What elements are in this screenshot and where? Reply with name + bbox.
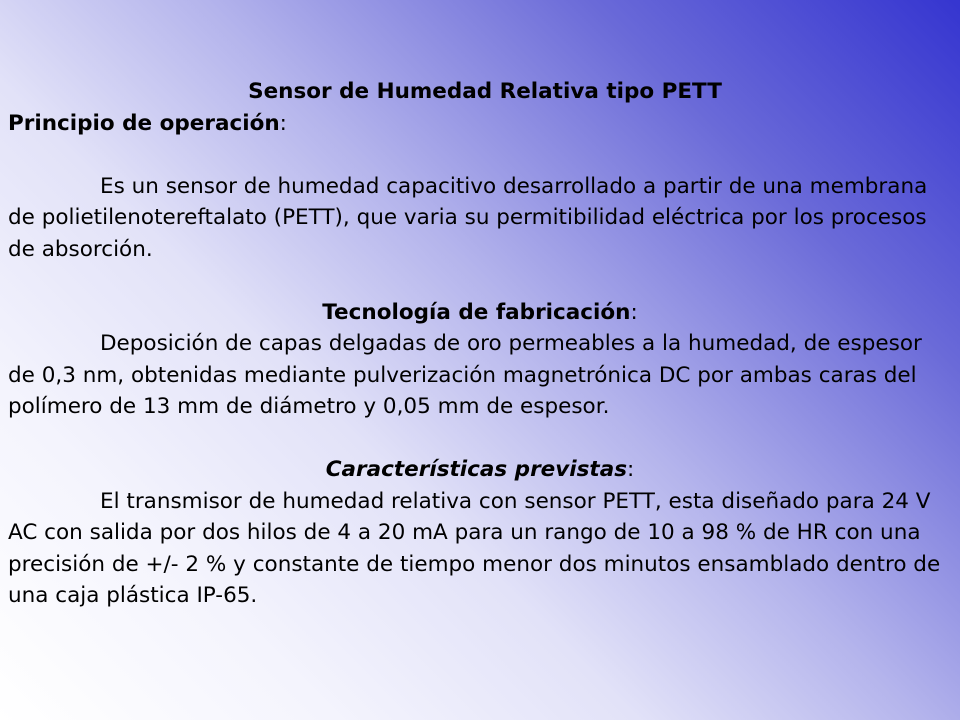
slide-title: Sensor de Humedad Relativa tipo PETT [248, 79, 722, 104]
section-heading-caracteristicas-colon: : [627, 457, 635, 482]
section-heading-principio-colon: : [279, 110, 287, 136]
section-body-tecnologia: Deposición de capas delgadas de oro permeables a la humedad, de espesor de 0,3 nm, obtenidas mediante pulverización magnetrónica DC por ambas caras del polímero de 13 mm de diámetro y 0,05 mm de espesor. [8, 331, 922, 419]
section-body-principio: Es un sensor de humedad capacitivo desarrollado a partir de una membrana de polietilenotereftalato (PETT), que varia su permitibilidad eléctrica por los procesos de absorción. [8, 173, 928, 262]
spacer [8, 265, 952, 297]
spacer [8, 423, 952, 455]
slide-content [8, 76, 952, 612]
section-heading-caracteristicas-text: Características previstas [325, 457, 628, 482]
spacer [8, 139, 952, 171]
section-heading-caracteristicas [8, 454, 952, 486]
section-heading-principio-text: Principio de operación [8, 110, 280, 136]
section-heading-tecnologia-colon: : [630, 299, 638, 325]
slide-title-row [8, 76, 952, 108]
section-heading-principio [8, 108, 952, 140]
section-body-caracteristicas: El transmisor de humedad relativa con sensor PETT, esta diseñado para 24 V AC con salida por dos hilos de 4 a 20 mA para un rango de 10 a 98 % de HR con una precisión de +/- 2 % y constante de tiempo menor dos minutos ensamblado dentro de una caja plástica IP-65. [8, 488, 941, 608]
section-heading-tecnologia [8, 297, 952, 329]
section-heading-tecnologia-text: Tecnología de fabricación [322, 299, 631, 325]
